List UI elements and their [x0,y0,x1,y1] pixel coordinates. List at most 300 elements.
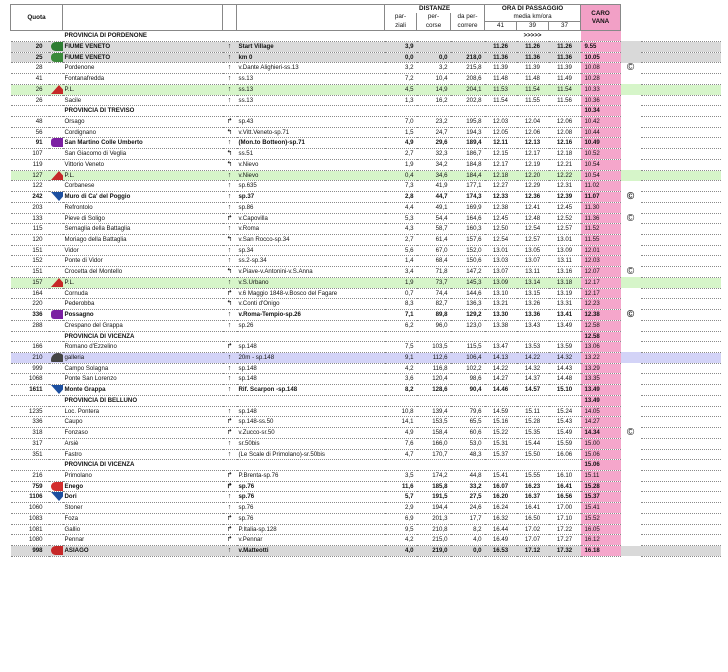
time-39-cell: 12.20 [517,170,549,181]
icon-cell [49,374,63,385]
partial-distance-cell: 8,3 [385,299,417,310]
caro-vana-time: 10.54 [581,170,621,181]
waypoint-row [11,428,721,439]
waypoint-row [11,74,721,85]
spacer-cell [641,256,721,267]
altitude-cell: 26 [11,84,49,95]
time-39-cell: 13.36 [517,310,549,321]
caro-vana-time [581,31,621,42]
copyright-icon [621,181,641,192]
icon-cell [49,127,63,138]
remaining-distance-cell: 147,2 [451,267,485,278]
altitude-cell: 107 [11,149,49,160]
waypoint-row [11,159,721,170]
road-cell: sp.43 [237,116,385,127]
road-cell: v.Pennar [237,535,385,546]
quota-cell [11,331,49,342]
icon-cell [49,192,63,203]
time-39-cell: 12.48 [517,213,549,224]
copyright-icon [621,116,641,127]
waypoint-row [11,127,721,138]
time-39-cell: 13.11 [517,267,549,278]
covered-distance-cell: 96,0 [417,320,451,331]
caro-vana-time: 12.17 [581,277,621,288]
time-39-cell: 17.12 [517,546,549,557]
locality-cell: Arsiè [63,438,223,449]
icon-cell [49,235,63,246]
icon-cell [49,460,63,471]
turn-direction-icon: ↑ [223,310,237,321]
turn-direction-icon: ↑ [223,503,237,514]
road-cell: v.6 Maggio 1848-v.Bosco del Fagare [237,288,385,299]
caro-vana-time: 11.30 [581,202,621,213]
time-37-cell: 12.21 [549,159,581,170]
covered-distance-cell: 23,2 [417,116,451,127]
remaining-distance-cell: 208,6 [451,74,485,85]
spacer-cell [641,524,721,535]
waypoint-row [11,170,721,181]
locality-cell: Romano d'Ezzelino [63,342,223,353]
icon-cell [49,396,63,407]
waypoint-row [11,481,721,492]
copyright-icon [621,385,641,396]
time-37-cell: 14.48 [549,374,581,385]
time-37-cell: 13.49 [549,320,581,331]
copyright-icon [621,256,641,267]
caro-vana-time: 10.34 [581,106,621,117]
partial-distance-cell: 1,9 [385,277,417,288]
waypoint-row [11,320,721,331]
remaining-distance-cell: 136,3 [451,299,485,310]
icon-cell [49,513,63,524]
turn-direction-icon: ↑ [223,363,237,374]
time-41-cell: 14.13 [485,352,517,363]
icon-cell [49,449,63,460]
copyright-icon [621,52,641,63]
caro-vana-time: 13.22 [581,352,621,363]
locality-cell: Vidor [63,245,223,256]
altitude-cell: 1081 [11,524,49,535]
turn-direction-icon: ↱ [223,535,237,546]
parziali-cell [385,331,417,342]
altitude-cell: 336 [11,417,49,428]
remaining-distance-cell: 8,2 [451,524,485,535]
turn-direction-icon: ↰ [223,159,237,170]
remaining-distance-cell: 194,3 [451,127,485,138]
icon-cell [49,31,63,42]
time-41-cell: 16.49 [485,535,517,546]
spacer-cell [641,245,721,256]
icon-cell [49,52,63,63]
time-39-cell: 12.17 [517,149,549,160]
icon-cell [49,492,63,503]
altitude-cell: 157 [11,277,49,288]
copyright-icon [621,438,641,449]
time-37-cell: 12.22 [549,170,581,181]
covered-distance-cell: 41,9 [417,181,451,192]
time-39-cell: 14.22 [517,352,549,363]
altitude-cell: 151 [11,267,49,278]
copyright-icon [621,277,641,288]
remaining-distance-cell: 164,6 [451,213,485,224]
turn-direction-icon: ↑ [223,320,237,331]
feed-zone-icon [51,482,63,491]
time-41-cell: 13.21 [485,299,517,310]
partial-distance-cell: 1,5 [385,127,417,138]
copyright-icon [621,342,641,353]
partial-distance-cell: 4,7 [385,449,417,460]
waypoint-row [11,213,721,224]
remaining-distance-cell: 145,3 [451,277,485,288]
caro-vana-time: 16.18 [581,546,621,557]
turn-direction-icon: ↑ [223,181,237,192]
partial-distance-cell: 5,3 [385,213,417,224]
remaining-distance-cell: 195,8 [451,116,485,127]
icon-cell [49,84,63,95]
road-cell: sp.34 [237,245,385,256]
copyright-icon [621,535,641,546]
caro-vana-time: 15.06 [581,449,621,460]
altitude-cell: 151 [11,245,49,256]
copyright-icon [621,138,641,149]
partial-distance-cell: 10,8 [385,406,417,417]
time-37-cell: 11.54 [549,84,581,95]
altitude-cell: 216 [11,470,49,481]
road-cell: sp.37 [237,192,385,203]
copyright-icon [621,492,641,503]
spacer-cell [641,235,721,246]
icon-cell [49,213,63,224]
waypoint-row [11,535,721,546]
turn-direction-icon: ↱ [223,513,237,524]
mountain-prize-icon [51,310,63,319]
turn-direction-icon: ↱ [223,342,237,353]
copyright-icon [621,74,641,85]
time-37-cell: 15.24 [549,406,581,417]
covered-distance-cell: 210,8 [417,524,451,535]
copyright-icon [621,374,641,385]
waypoint-row [11,202,721,213]
waypoint-row [11,277,721,288]
copyright-icon [621,406,641,417]
remaining-distance-cell: 79,6 [451,406,485,417]
icon-cell [49,385,63,396]
icon-cell [49,428,63,439]
caro-vana-time: 16.05 [581,524,621,535]
time-41-cell: 16.07 [485,481,517,492]
time-39-cell: 12.29 [517,181,549,192]
spacer-cell [641,513,721,524]
covered-distance-cell: 3,2 [417,63,451,74]
copyright-icon [621,352,641,363]
copyright-icon [621,417,641,428]
da-percorrere-header-top: da per- [451,13,485,22]
remaining-distance-cell: 33,2 [451,481,485,492]
time-41-cell: 13.38 [485,320,517,331]
spacer-cell [641,406,721,417]
road-cell: 20m - sp.148 [237,352,385,363]
itinerary-rows [11,31,721,557]
remaining-distance-cell: 215,8 [451,63,485,74]
itinerary-table [10,4,721,557]
province-label: PROVINCIA DI PORDENONE [63,31,385,42]
parziali-cell [385,396,417,407]
remaining-distance-cell: 115,5 [451,342,485,353]
turn-direction-icon: ↑ [223,41,237,52]
time-39-cell: 15.50 [517,449,549,460]
locality-cell: San Martino Colle Umberto [63,138,223,149]
covered-distance-cell: 103,5 [417,342,451,353]
covered-distance-cell: 174,2 [417,470,451,481]
road-cell: v.Roma [237,224,385,235]
time-37-cell: 12.16 [549,138,581,149]
level-crossing-icon [51,171,63,180]
time-37-cell: 17.27 [549,535,581,546]
copyright-icon [621,159,641,170]
time-37-cell: 16.56 [549,492,581,503]
caro-vana-time: 11.02 [581,181,621,192]
spacer-cell [641,331,721,342]
covered-distance-cell: 32,3 [417,149,451,160]
locality-cell: Orsago [63,116,223,127]
time-37-cell: 12.45 [549,202,581,213]
time-41-cell: 13.01 [485,245,517,256]
percorse-cell [417,106,451,117]
copyright-icon [621,84,641,95]
remaining-distance-cell: 102,2 [451,363,485,374]
time-39-cell: 15.55 [517,470,549,481]
time-37-cell: 11.36 [549,52,581,63]
altitude-cell: 28 [11,63,49,74]
spacer-cell [621,31,641,42]
road-cell: v.Conti d'Onigo [237,299,385,310]
remaining-distance-cell: 123,0 [451,320,485,331]
quota-cell [11,460,49,471]
remaining-distance-cell: 0,0 [451,546,485,557]
partial-distance-cell: 3,6 [385,374,417,385]
caro-vana-time: 10.36 [581,95,621,106]
icon-cell [49,267,63,278]
altitude-cell: 41 [11,74,49,85]
quota-cell [11,396,49,407]
copyright-icon [621,503,641,514]
caro-vana-time: 11.36 [581,213,621,224]
waypoint-row [11,41,721,52]
road-cell: ss.13 [237,74,385,85]
copyright-icon: © [626,309,635,321]
caro-vana-time: 12.38 [581,310,621,321]
remaining-distance-cell: 184,4 [451,170,485,181]
remaining-distance-cell: 202,8 [451,95,485,106]
turn-direction-icon: ↱ [223,288,237,299]
altitude-cell: 56 [11,127,49,138]
covered-distance-cell: 16,2 [417,95,451,106]
time-37-cell: 13.31 [549,299,581,310]
percorse-header-top: per- [417,13,451,22]
time-39-cell: 16.37 [517,492,549,503]
spacer-cell [641,192,721,203]
turn-direction-icon: ↱ [223,116,237,127]
time-37-cell: 16.10 [549,470,581,481]
caro-vana-time: 11.55 [581,235,621,246]
time-37-cell: 12.39 [549,192,581,203]
partial-distance-cell: 1,9 [385,159,417,170]
altitude-cell: 318 [11,428,49,439]
time-37-cell: 11.39 [549,63,581,74]
time-41-cell: 16.44 [485,524,517,535]
time-39-cell: 13.14 [517,277,549,288]
road-cell: v.Capovilla [237,213,385,224]
province-section-row [11,106,721,117]
covered-distance-cell: 139,4 [417,406,451,417]
road-cell: v.Piave-v.Antonini-v.S.Anna [237,267,385,278]
altitude-cell: 1106 [11,492,49,503]
partial-distance-cell: 0,7 [385,288,417,299]
partial-distance-cell: 3,4 [385,267,417,278]
locality-cell: P.L. [63,84,223,95]
caro-vana-time: 10.33 [581,84,621,95]
spacer-cell [641,267,721,278]
time-41-cell: 11.26 [485,41,517,52]
time-41-cell: 16.24 [485,503,517,514]
copyright-icon [621,224,641,235]
covered-distance-cell: 34,6 [417,170,451,181]
caro-vana-time: 12.07 [581,267,621,278]
spacer-cell [641,224,721,235]
waypoint-row [11,181,721,192]
caro-vana-time: 10.08 [581,63,621,74]
turn-direction-icon: ↑ [223,374,237,385]
turn-direction-icon: ↰ [223,149,237,160]
time-39-cell: 12.57 [517,235,549,246]
copyright-icon [621,449,641,460]
road-cell: P.Italia-sp.128 [237,524,385,535]
altitude-cell: 1080 [11,535,49,546]
icon-cell [49,245,63,256]
caro-vana-time: 9.55 [581,41,621,52]
icon-cell [49,116,63,127]
caro-vana-time: 12.17 [581,288,621,299]
locality-cell: Gallio [63,524,223,535]
waypoint-row [11,438,721,449]
waypoint-row [11,417,721,428]
time-37-cell: 14.43 [549,363,581,374]
covered-distance-cell: 44,7 [417,192,451,203]
summit-triangle-icon [51,385,63,394]
waypoint-row [11,352,721,363]
turn-direction-icon: ↑ [223,52,237,63]
spacer-cell [641,277,721,288]
altitude-cell: 210 [11,352,49,363]
spacer-cell [641,396,721,407]
time-37-cell: 17.00 [549,503,581,514]
time-39-cell: 12.04 [517,116,549,127]
road-cell: ss.13 [237,84,385,95]
province-label: PROVINCIA DI VICENZA [63,460,385,471]
remaining-distance-cell: 144,6 [451,288,485,299]
copyright-icon [621,288,641,299]
time-37-cell: 11.26 [549,41,581,52]
parziali-header-top: par- [385,13,417,22]
remaining-distance-cell: 17,7 [451,513,485,524]
covered-distance-cell: 54,4 [417,213,451,224]
copyright-icon [621,524,641,535]
time-39-cell: 16.23 [517,481,549,492]
locality-cell: Monte Grappa [63,385,223,396]
time-39-cell: 12.19 [517,159,549,170]
spacer-cell [621,460,641,471]
copyright-icon [621,41,641,52]
altitude-cell: 119 [11,159,49,170]
covered-distance-cell: 29,6 [417,138,451,149]
covered-distance-cell: 73,7 [417,277,451,288]
parziali-cell [385,31,417,42]
turn-direction-icon: ↑ [223,170,237,181]
altitude-cell: 20 [11,41,49,52]
covered-distance-cell: 74,4 [417,288,451,299]
waypoint-row [11,310,721,321]
remaining-distance-cell: 53,0 [451,438,485,449]
road-cell: ss.13 [237,95,385,106]
waypoint-row [11,224,721,235]
icon-cell [49,503,63,514]
caro-vana-time: 15.41 [581,503,621,514]
time-41-cell: 12.11 [485,138,517,149]
road-cell: sp.148 [237,406,385,417]
spacer-cell [641,460,721,471]
spacer-cell [641,127,721,138]
turn-direction-icon: ↑ [223,406,237,417]
locality-cell: galleria [63,352,223,363]
distanze-header: DISTANZE [385,5,485,14]
parziali-header-bottom: ziali [385,22,417,31]
remaining-distance-cell: 174,3 [451,192,485,203]
locality-cell: FIUME VENETO [63,52,223,63]
turn-direction-icon: ↰ [223,267,237,278]
time-41-cell: 11.54 [485,95,517,106]
waypoint-row [11,95,721,106]
spacer-cell [641,342,721,353]
time-41-cell: 11.53 [485,84,517,95]
partial-distance-cell: 7,2 [385,74,417,85]
time-39-cell: 14.32 [517,363,549,374]
covered-distance-cell: 201,3 [417,513,451,524]
time-39-cell: 12.41 [517,202,549,213]
partial-distance-cell: 4,0 [385,546,417,557]
covered-distance-cell: 0,0 [417,52,451,63]
locality-cell: Primolano [63,470,223,481]
spacer-cell [641,352,721,363]
caro-vana-time: 15.37 [581,492,621,503]
spacer-cell [641,138,721,149]
spacer-cell [641,535,721,546]
spacer-cell [641,84,721,95]
road-cell: sp.86 [237,202,385,213]
caro-vana-time: 14.05 [581,406,621,417]
icon-cell [49,74,63,85]
turn-direction-icon: ↑ [223,492,237,503]
icon-cell [49,310,63,321]
caro-vana-time: 16.12 [581,535,621,546]
road-cell: sp.635 [237,181,385,192]
copyright-icon [621,95,641,106]
icon-cell [49,95,63,106]
altitude-cell: 1068 [11,374,49,385]
caro-vana-time: 11.52 [581,224,621,235]
percorse-cell [417,460,451,471]
turn-direction-icon: ↑ [223,138,237,149]
locality-cell: Foza [63,513,223,524]
